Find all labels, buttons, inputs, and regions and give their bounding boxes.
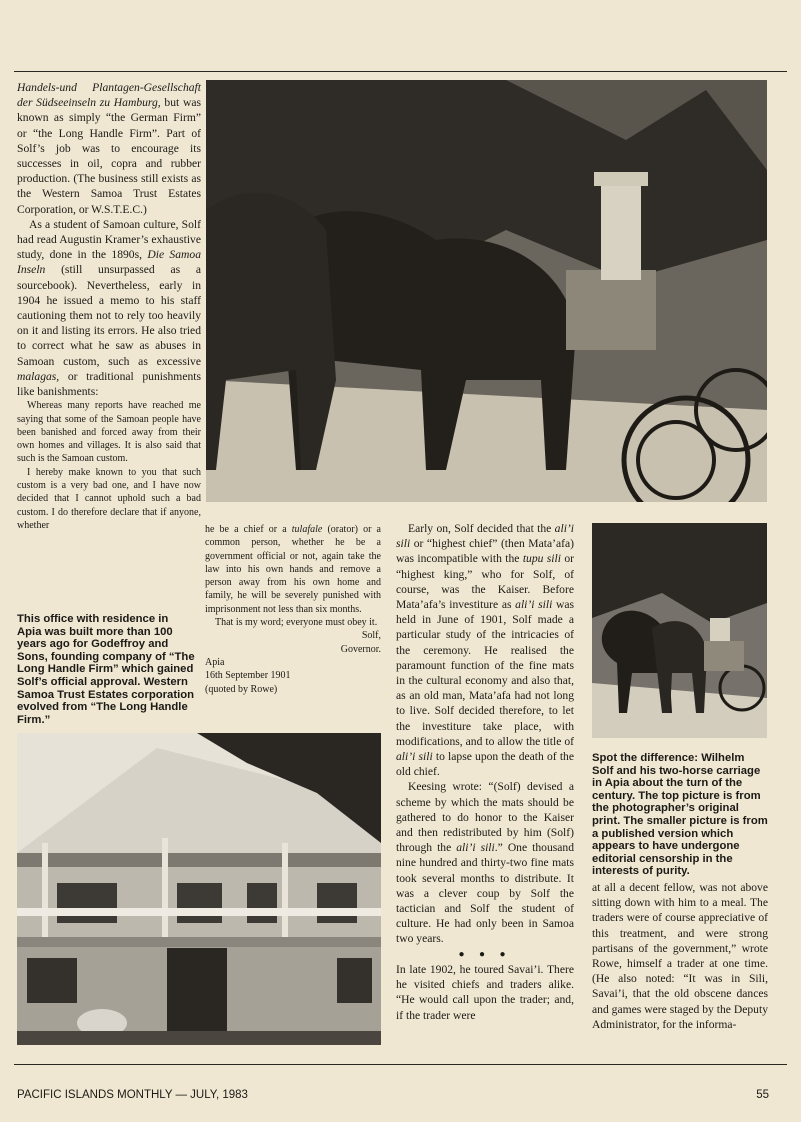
term: ali’i sili [396,522,574,551]
decree-date: 16th September 1901 [205,670,291,682]
term: malagas, [17,369,60,383]
carriage-photo-small [592,523,767,738]
text: or “highest king,” who for Solf, of course, was the Kaiser. Before Mata’afa’s investiture as [396,552,574,612]
paragraph: In late 1902, he toured Savai’i. There he visited chiefs and traders alike. “He would call upon the trader; and, if the trader were [396,962,574,1022]
paragraph [17,217,201,399]
text: he be a chief or a [205,524,292,535]
text: was held in June of 1901, Solf made a particular study of the intricacies of the ceremony. He realised the paramount function of the fine mats in the cultural economy and also that, as an old man, Mata’afa had not long to live. Solf decided therefore, to let the investiture take place, with modifications, and to allow the title of [396,598,574,748]
text: As a student of Samoan culture, Solf had read Augustin Kramer’s exhaustive study, done in the 1890s, [17,217,201,262]
text: to lapse upon the death of the old chief. [396,750,574,779]
term: ali’i sili [456,841,495,855]
office-building-photo [17,733,381,1045]
text: (still unsurpassed as a sourcebook). Nevertheless, early in 1904 he issued a memo to his staff cautioning them not to rely too heavily on it and listing its errors. He also tried to correct what he saw as abuses in Samoan custom, such as excessive [17,263,201,368]
text: or “highest chief” (then Mata’afa) was incompatible with the [396,537,574,566]
quote-paragraph [205,523,381,616]
term: ali’i sili [515,598,553,612]
paragraph: at all a decent fellow, was not above sitting down with him to a meal. The traders were of course appreciative of this treatment, and were strong partisans of the government,” wrote Rowe, himself a trader at one time. (He also noted: “It was in Sili, Savai’i, that the old obscene dances and games were staged by the Deputy Administrator, for the informa- [592,881,768,1031]
text: (orator) or a common person, whether he be a government official or not, again take the law into his own hands and remove a person away from his own home and family, he will be severely punished with imprisonment not less than six months. [205,524,381,615]
term: ali’i sili [396,750,433,764]
carriage-photo-caption: Spot the difference: Wilhelm Solf and his two-horse carriage in Apia about the turn of the century. The top picture is from the photographer’s original print. The smaller picture is from a published version which appears to have undergone editorial censorship in the interests of purity. [592,752,768,878]
bottom-rule [14,1064,787,1065]
firm-name: Handels-und Plantagen-Gesellschaft der Südseeinseln zu Hamburg, [17,81,201,110]
body-column-1 [17,80,201,532]
body-column-4 [592,880,768,1032]
quote-paragraph: Whereas many reports have reached me saying that some of the Samoan people have been banished and forced away from their own homes and villages. It is also said that such is the Samoan custom. [17,400,201,465]
carriage-photo-large [206,80,767,502]
paragraph [17,80,201,217]
quote-paragraph: That is my word; everyone must obey it. [215,617,378,629]
body-column-2 [205,523,381,696]
paragraph [396,779,574,946]
text: .” One thousand nine hundred and thirty-two fine mats took several months to distribute. It was a clever coup by Solf the tactician and Solf the student of culture. He had only been in Samoa two years. [396,841,574,946]
page-number: 55 [756,1089,769,1101]
decree-place: Apia [205,656,225,668]
decree-quote [17,399,201,532]
section-break-dots: ● ● ● [458,948,512,960]
quote-paragraph: I hereby make known to you that such custom is a very bad one, and I have now decided that I cannot uphold such a bad custom. I do therefore declare that if anyone, whether [17,466,201,531]
text: but was known as simply “the German Firm” or “the Long Handle Firm”. Part of Solf’s job was to encourage its successes in oil, copra and rubber production. (The business still exists as the Western Samoa Trust Estates Corporation, or W.S.T.E.C.) [17,96,201,216]
top-rule [14,71,787,72]
term: tupu sili [522,552,561,566]
signature-name: Solf, [361,630,381,642]
office-photo-caption: This office with residence in Apia was built more than 100 years ago for Godeffroy and Sons, founding company of “The Long Handle Firm” which gained Solf’s official approval. Western Samoa Trust Estates corporation evolved from “The Long Handle Firm.” [17,613,195,726]
decree-source: (quoted by Rowe) [205,683,278,695]
body-column-3 [396,521,574,1023]
paragraph [396,521,574,779]
term: tulafale [291,524,323,535]
publication-footer: PACIFIC ISLANDS MONTHLY — JULY, 1983 [17,1089,248,1101]
signature-title: Governor. [340,643,381,655]
text: Early on, Solf decided that the [408,522,555,535]
text: or traditional punishments like banishments: [17,369,201,399]
book-title: Die Samoa Inseln [17,248,201,277]
text: Keesing wrote: “(Solf) devised a scheme by which the mats should be gathered to do honor to the Kaiser and then redistributed by him (Solf) through the [396,780,574,855]
